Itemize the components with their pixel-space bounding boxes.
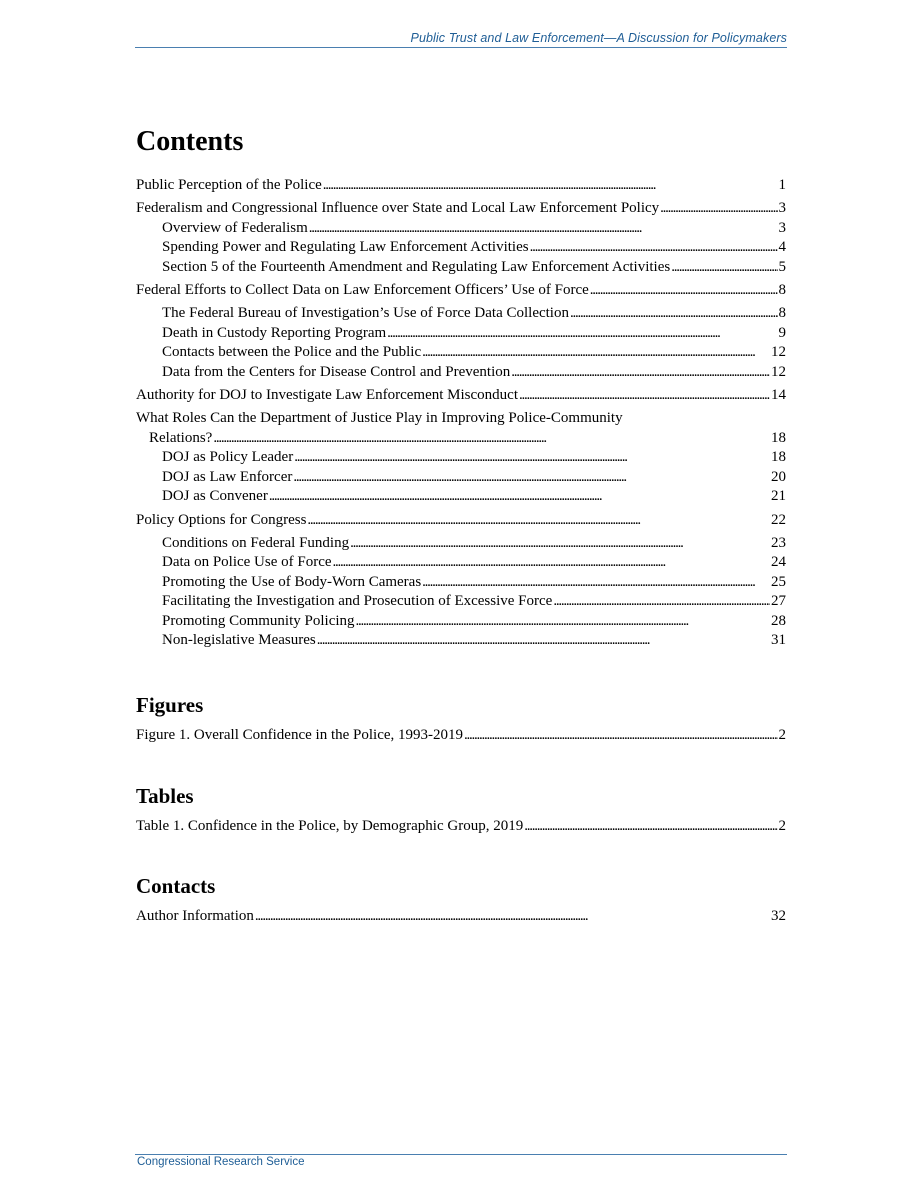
toc-entry[interactable]: The Federal Bureau of Investigation’s Use of Force Data Collection . . . 8 — [136, 304, 786, 323]
running-header: Public Trust and Law Enforcement—A Discussion for Policymakers — [410, 31, 787, 45]
contacts-heading: Contacts — [136, 874, 216, 899]
toc-entry[interactable]: Policy Options for Congress . . . 22 — [136, 511, 786, 530]
footer-rule — [135, 1154, 787, 1155]
toc-entry[interactable]: Facilitating the Investigation and Prosecution of Excessive Force . . . 27 — [136, 592, 786, 611]
toc-entry[interactable]: Promoting the Use of Body-Worn Cameras . . . 25 — [136, 573, 786, 592]
table-entry[interactable]: Table 1. Confidence in the Police, by Demographic Group, 2019 . . . 2 — [136, 817, 786, 836]
page-content — [136, 122, 786, 927]
toc-entry[interactable]: Public Perception of the Police . . . 1 — [136, 176, 786, 195]
toc-entry[interactable]: DOJ as Law Enforcer . . . 20 — [136, 468, 786, 487]
toc-entry[interactable]: Section 5 of the Fourteenth Amendment and Regulating Law Enforcement Activities . . . 5 — [136, 258, 786, 277]
toc-entry[interactable]: DOJ as Policy Leader . . . 18 — [136, 448, 786, 467]
toc-entry[interactable]: Federal Efforts to Collect Data on Law Enforcement Officers’ Use of Force . . . 8 — [136, 281, 786, 300]
toc-entry[interactable]: Conditions on Federal Funding . . . 23 — [136, 534, 786, 553]
running-footer: Congressional Research Service — [137, 1156, 305, 1168]
contents-heading: Contents — [136, 126, 244, 157]
toc-entry[interactable]: Contacts between the Police and the Public . . . 12 — [136, 343, 786, 362]
tables-heading: Tables — [136, 783, 194, 808]
toc-entry[interactable]: Federalism and Congressional Influence over State and Local Law Enforcement Policy . . . 3 — [136, 199, 786, 218]
toc-entry[interactable]: Data from the Centers for Disease Control and Prevention . . . 12 — [136, 363, 786, 382]
figures-heading: Figures — [136, 693, 204, 718]
toc-entry[interactable]: Overview of Federalism . . . 3 — [136, 219, 786, 238]
toc-entry-wrapped[interactable] — [136, 409, 786, 448]
toc-entry[interactable]: Authority for DOJ to Investigate Law Enforcement Misconduct . . . 14 — [136, 386, 786, 405]
spacer — [136, 650, 786, 690]
spacer — [136, 746, 786, 781]
spacer — [136, 836, 786, 871]
toc-entry[interactable]: Spending Power and Regulating Law Enforcement Activities . . . 4 — [136, 238, 786, 257]
toc-list — [136, 176, 786, 650]
toc-entry[interactable]: DOJ as Convener . . . 21 — [136, 487, 786, 506]
toc-entry[interactable]: Promoting Community Policing . . . 28 — [136, 612, 786, 631]
toc-entry[interactable]: Non-legislative Measures . . . 31 — [136, 631, 786, 650]
figure-entry[interactable]: Figure 1. Overall Confidence in the Police, 1993-2019 . . . 2 — [136, 726, 786, 745]
header-rule — [135, 47, 787, 48]
contact-entry[interactable]: Author Information . . . 32 — [136, 907, 786, 926]
toc-entry[interactable]: Data on Police Use of Force . . . 24 — [136, 553, 786, 572]
toc-entry-label: What Roles Can the Department of Justice Play in Improving Police-Community — [136, 410, 623, 427]
toc-entry-continuation: Relations? . . . 18 — [136, 429, 786, 448]
toc-entry[interactable]: Death in Custody Reporting Program . . . 9 — [136, 324, 786, 343]
